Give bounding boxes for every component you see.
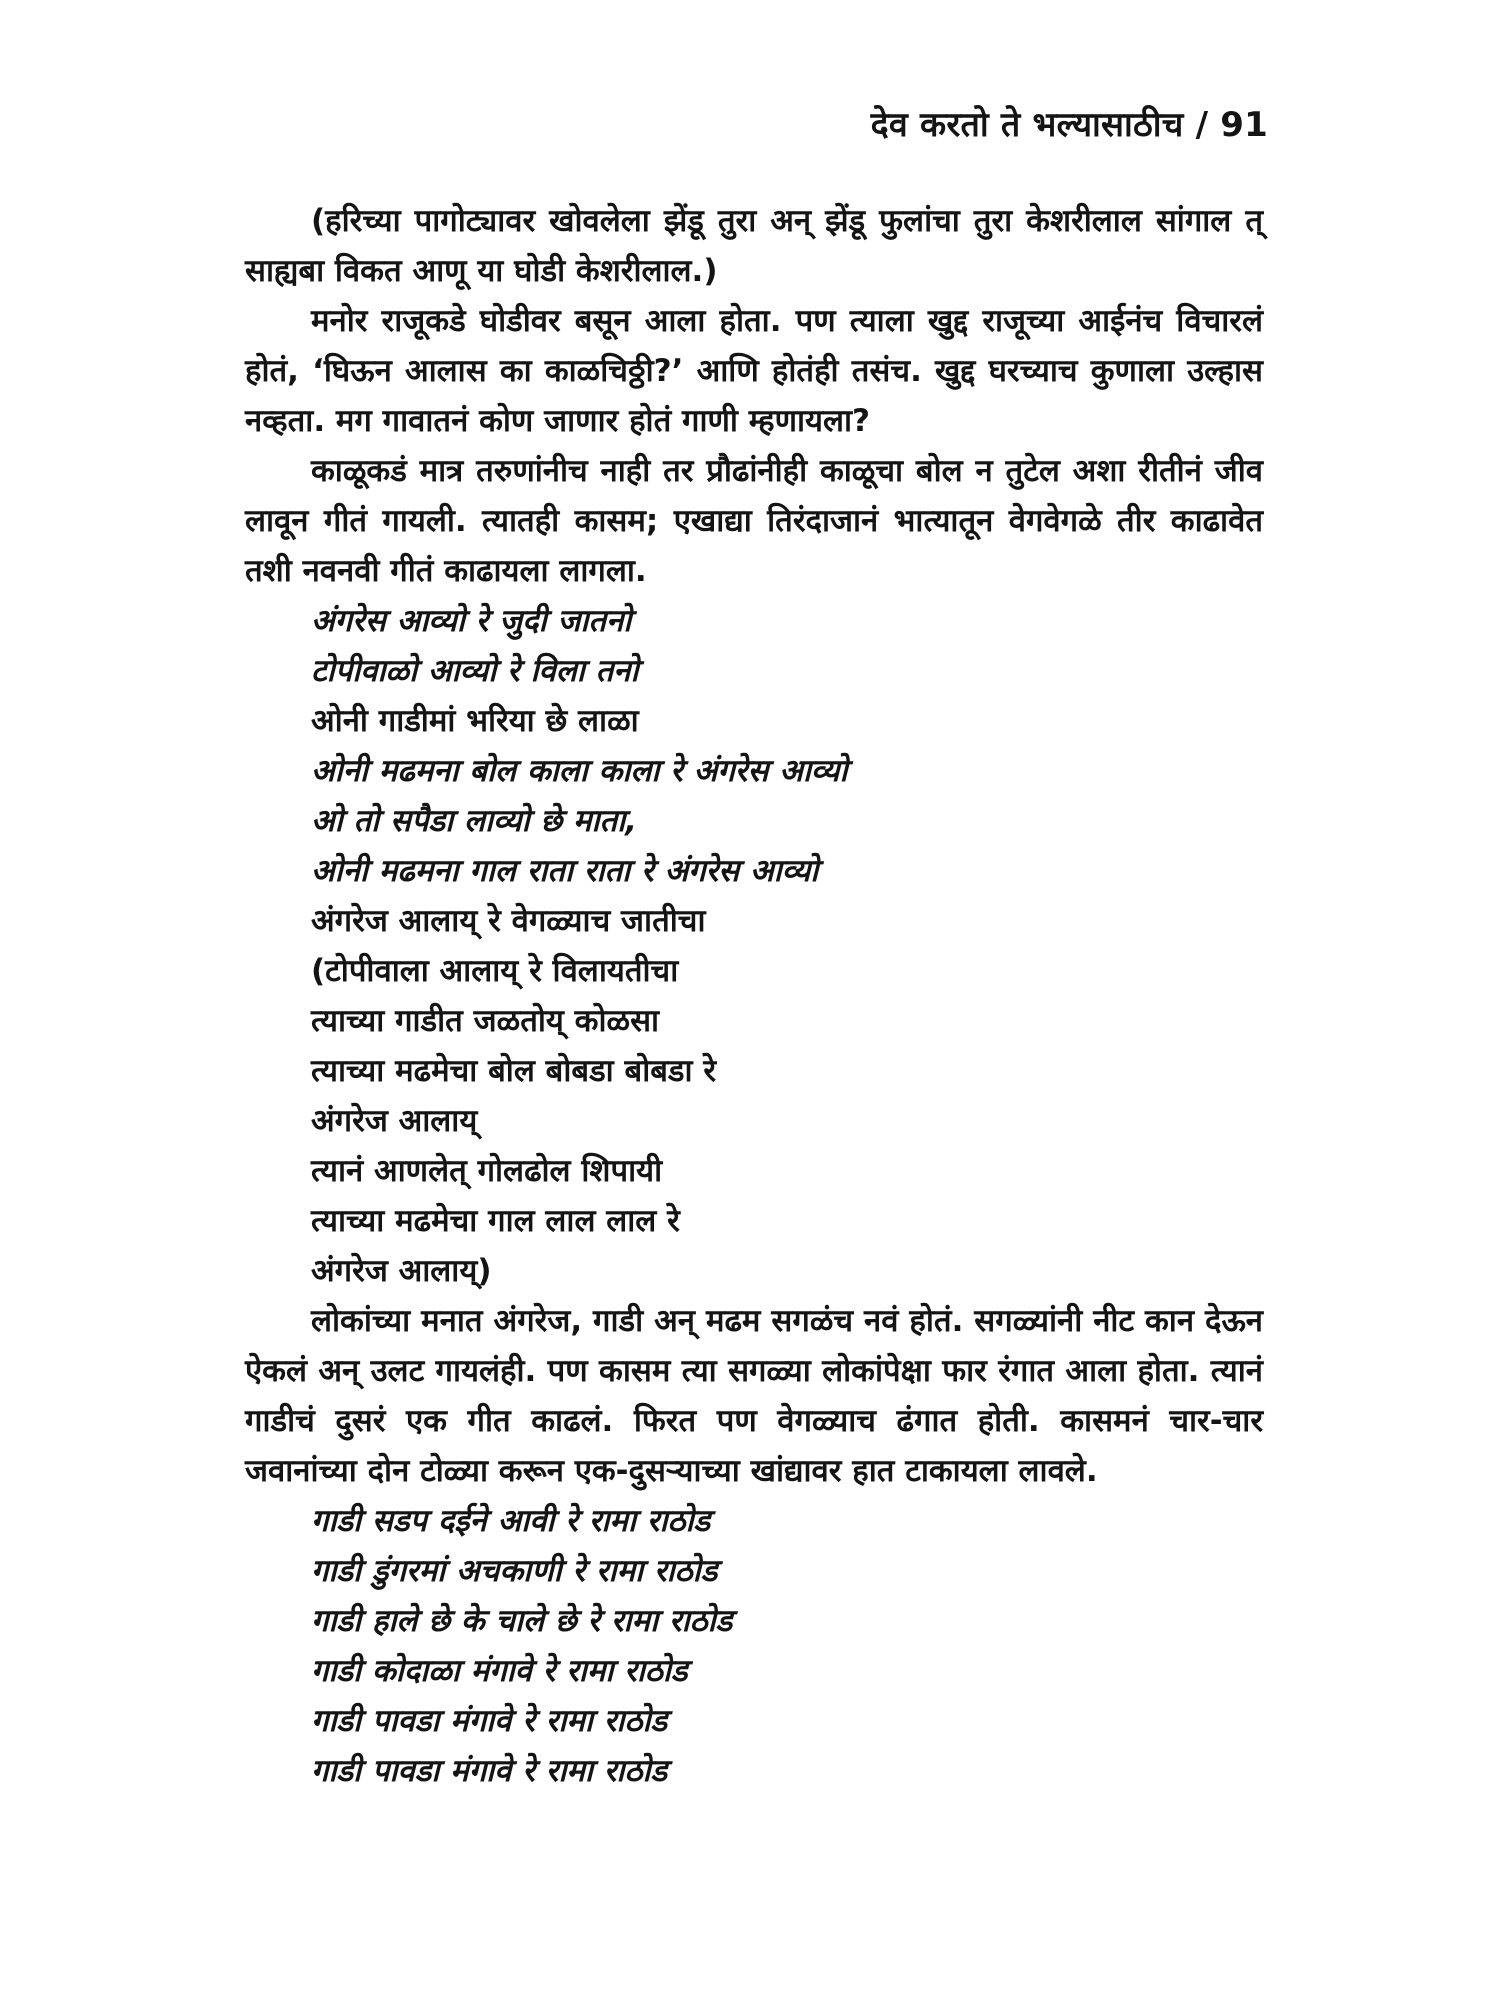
verse-line: त्यानं आणलेत् गोलढोल शिपायी [311,1153,663,1189]
verse-line: गाडी पावडा मंगावे रे रामा राठोड [311,1703,668,1739]
verse-line: त्याच्या मढमेचा गाल लाल लाल रे [311,1203,680,1239]
verse-line: गाडी हाले छे के चाले छे रे रामा राठोड [311,1603,733,1639]
verse-line: ओ तो सपैडा लाव्यो छे माता, [311,803,637,839]
song-verse-1 [245,596,1263,1296]
paragraph: (हरिच्या पागोट्यावर खोवलेला झेंडू तुरा अन् झेंडू फुलांचा तुरा केशरीलाल सांगाल त् साह्यबा विकत आणू या घोडी केशरीलाल.) [245,203,1263,289]
verse-line: त्याच्या मढमेचा बोल बोबडा बोबडा रे [311,1053,717,1089]
verse-line: त्याच्या गाडीत जळतोय् कोळसा [311,1003,660,1039]
verse-line: ओनी मढमना गाल राता राता रे अंगरेस आव्यो [311,853,819,889]
song-verse-2 [245,1496,1263,1796]
verse-line: गाडी कोदाळा मंगावे रे रामा राठोड [311,1653,688,1689]
verse-line: अंगरेज आलाय्) [311,1253,492,1289]
body-text [245,196,1263,1796]
paragraph: लोकांच्या मनात अंगरेज, गाडी अन् मढम सगळंच नवं होतं. सगळ्यांनी नीट कान देऊन ऐकलं अन् उलट गायलंही. पण कासम त्या सगळ्या लोकांपेक्षा फार रंगात आला होता. त्यानं गाडीचं दुसरं एक गीत काढलं. फिरत पण वेगळ्याच ढंगात होती. कासमनं चार-चार जवानांच्या दोन टोळ्या करून एक-दुसऱ्याच्या खांद्यावर हात टाकायला लावले. [245,1303,1263,1489]
verse-line: गाडी पावडा मंगावे रे रामा राठोड [311,1753,668,1789]
verse-line: अंगरेज आलाय् [311,1103,478,1139]
verse-line: टोपीवाळो आव्यो रे विला तनो [311,653,639,689]
verse-line: अंगरेस आव्यो रे जुदी जातनो [311,603,632,639]
verse-line: गाडी डुंगरमां अचकाणी रे रामा राठोड [311,1553,718,1589]
verse-line: ओनी मढमना बोल काला काला रे अंगरेस आव्यो [311,753,848,789]
verse-line: अंगरेज आलाय् रे वेगळ्याच जातीचा [311,903,706,939]
verse-line: गाडी सडप दईने आवी रे रामा राठोड [311,1503,711,1539]
paragraph: काळूकडं मात्र तरुणांनीच नाही तर प्रौढांनीही काळूचा बोल न तुटेल अशा रीतीनं जीव लावून गीतं गायली. त्यातही कासम; एखाद्या तिरंदाजानं भात्यातून वेगवेगळे तीर काढावेत तशी नवनवी गीतं काढायला लागला. [245,453,1263,589]
verse-line: ओनी गाडीमां भरिया छे लाळा [311,703,639,739]
paragraph: मनोर राजूकडे घोडीवर बसून आला होता. पण त्याला खुद्द राजूच्या आईनंच विचारलं होतं, ‘घिऊन आलास का काळचिठ्ठी?’ आणि होतंही तसंच. खुद्द घरच्याच कुणाला उल्हास नव्हता. मग गावातनं कोण जाणार होतं गाणी म्हणायला? [245,303,1263,439]
running-head: देव करतो ते भल्यासाठीच / 91 [870,105,1268,145]
verse-line: (टोपीवाला आलाय् रे विलायतीचा [311,953,679,989]
